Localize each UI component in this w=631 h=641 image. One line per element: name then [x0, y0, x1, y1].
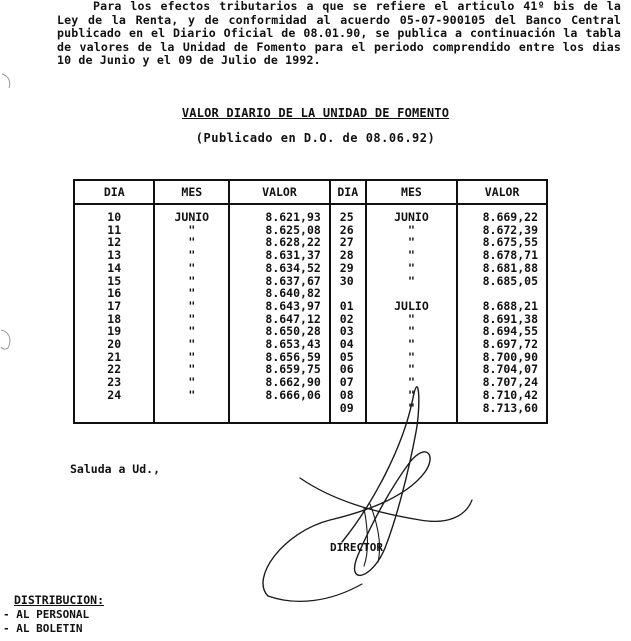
cell-valor-2: 8.697,72 — [457, 338, 547, 351]
closing-text: Saluda a Ud., — [70, 462, 161, 476]
cell-dia-2: 02 — [330, 313, 366, 326]
table-row — [74, 402, 547, 424]
cell-dia: 16 — [74, 287, 154, 300]
cell-valor-2: 8.678,71 — [457, 249, 547, 262]
cell-mes-2: " — [366, 224, 458, 237]
cell-dia: 11 — [74, 224, 154, 237]
header-valor: VALOR — [229, 180, 330, 204]
document-subtitle: (Publicado en D.O. de 08.06.92) — [195, 131, 436, 145]
cell-mes: " — [154, 236, 229, 249]
cell-mes: " — [154, 389, 229, 402]
intro-rest: de la Ley de la Renta, y de conformidad al acuerdo 05-07-900105 del Banco Central publicado en el Diario Oficial de 08.01.90, se publica a continuación la tabla de valores de la Unidad de Fomento para el periodo comprendido entre los dias 10 de Junio y el 09 de Julio de 1992. — [57, 0, 621, 68]
cell-mes: " — [154, 376, 229, 389]
cell-mes: " — [154, 351, 229, 364]
table-row — [74, 338, 547, 351]
cell-valor: 8.637,67 — [229, 275, 330, 288]
cell-dia: 22 — [74, 363, 154, 376]
cell-dia-2: 03 — [330, 325, 366, 338]
punch-hole-mark — [0, 326, 14, 352]
cell-dia: 12 — [74, 236, 154, 249]
cell-valor-2: 8.669,22 — [457, 204, 547, 224]
distribution-list — [3, 608, 89, 635]
cell-valor: 8.650,28 — [229, 325, 330, 338]
cell-valor: 8.628,22 — [229, 236, 330, 249]
cell-mes: " — [154, 363, 229, 376]
cell-mes: " — [154, 313, 229, 326]
header-dia: DIA — [74, 180, 154, 204]
cell-dia: 23 — [74, 376, 154, 389]
cell-dia: 14 — [74, 262, 154, 275]
header-dia-2: DIA — [330, 180, 366, 204]
intro-paragraph — [57, 0, 621, 68]
cell-valor: 8.653,43 — [229, 338, 330, 351]
cell-valor-2: 8.704,07 — [457, 363, 547, 376]
cell-mes-2: " — [366, 338, 458, 351]
document-title: VALOR DIARIO DE LA UNIDAD DE FOMENTO — [181, 106, 450, 120]
cell-dia-2: 09 — [330, 402, 366, 424]
cell-valor-2: 8.694,55 — [457, 325, 547, 338]
cell-valor: 8.656,59 — [229, 351, 330, 364]
cell-valor: 8.643,97 — [229, 300, 330, 313]
cell-valor-2: 8.700,90 — [457, 351, 547, 364]
cell-valor-2: 8.688,21 — [457, 300, 547, 313]
cell-mes-2: JUNIO — [366, 204, 458, 224]
cell-valor: 8.659,75 — [229, 363, 330, 376]
cell-valor: 8.631,37 — [229, 249, 330, 262]
cell-mes-2: " — [366, 325, 458, 338]
cell-valor: 8.662,90 — [229, 376, 330, 389]
table-row — [74, 389, 547, 402]
table-row — [74, 376, 547, 389]
cell-dia: 15 — [74, 275, 154, 288]
cell-valor: 8.666,06 — [229, 389, 330, 402]
cell-dia: 17 — [74, 300, 154, 313]
cell-dia-2: 08 — [330, 389, 366, 402]
cell-mes-2: " — [366, 275, 458, 288]
intro-line-1: Para los efectos tributarios a que se refiere el articulo 41º bis — [93, 0, 575, 13]
cell-mes: " — [154, 338, 229, 351]
signature-label: DIRECTOR — [330, 541, 383, 554]
cell-dia-2: 27 — [330, 236, 366, 249]
table-row — [74, 249, 547, 262]
cell-dia-2: 28 — [330, 249, 366, 262]
cell-mes-2: JULIO — [366, 300, 458, 313]
cell-dia-2: 30 — [330, 275, 366, 288]
cell-dia-2: 05 — [330, 351, 366, 364]
cell-dia: 10 — [74, 204, 154, 224]
distribution-title: DISTRIBUCION: — [14, 593, 105, 607]
uf-values-table — [73, 179, 548, 424]
cell-dia-2: 07 — [330, 376, 366, 389]
cell-mes-2: " — [366, 376, 458, 389]
cell-dia — [74, 402, 154, 424]
header-mes: MES — [154, 180, 229, 204]
cell-valor-2: 8.713,60 — [457, 402, 547, 424]
header-mes-2: MES — [366, 180, 458, 204]
cell-dia-2: 06 — [330, 363, 366, 376]
punch-hole-mark — [0, 70, 14, 94]
cell-mes-2: " — [366, 351, 458, 364]
cell-valor: 8.647,12 — [229, 313, 330, 326]
cell-mes-2: " — [366, 389, 458, 402]
cell-mes: " — [154, 287, 229, 300]
cell-valor: 8.625,08 — [229, 224, 330, 237]
cell-valor: 8.634,52 — [229, 262, 330, 275]
cell-dia-2: 26 — [330, 224, 366, 237]
cell-mes: JUNIO — [154, 204, 229, 224]
cell-mes-2: " — [366, 363, 458, 376]
cell-valor: 8.621,93 — [229, 204, 330, 224]
cell-mes: " — [154, 262, 229, 275]
cell-mes: " — [154, 249, 229, 262]
cell-mes-2: " — [366, 262, 458, 275]
cell-dia: 19 — [74, 325, 154, 338]
cell-valor-2: 8.707,24 — [457, 376, 547, 389]
cell-valor-2: 8.675,55 — [457, 236, 547, 249]
cell-mes-2: " — [366, 313, 458, 326]
cell-mes: " — [154, 224, 229, 237]
cell-valor-2: 8.710,42 — [457, 389, 547, 402]
cell-valor-2: 8.685,05 — [457, 275, 547, 288]
cell-dia-2: 29 — [330, 262, 366, 275]
header-valor-2: VALOR — [457, 180, 547, 204]
cell-dia: 13 — [74, 249, 154, 262]
cell-mes — [154, 402, 229, 424]
table-row — [74, 262, 547, 275]
cell-valor — [229, 402, 330, 424]
cell-dia: 18 — [74, 313, 154, 326]
distribution-item: - AL BOLETIN — [3, 621, 83, 635]
cell-dia-2: 01 — [330, 300, 366, 313]
cell-mes-2: " — [366, 402, 458, 424]
distribution-item: - AL PERSONAL — [3, 608, 90, 621]
cell-mes-2: " — [366, 236, 458, 249]
cell-dia: 24 — [74, 389, 154, 402]
cell-valor-2: 8.672,39 — [457, 224, 547, 237]
cell-mes: " — [154, 325, 229, 338]
table-header-row — [74, 180, 547, 204]
table-row — [74, 300, 547, 313]
cell-mes: " — [154, 300, 229, 313]
cell-valor-2: 8.691,38 — [457, 313, 547, 326]
cell-valor: 8.640,82 — [229, 287, 330, 300]
cell-dia: 20 — [74, 338, 154, 351]
cell-mes: " — [154, 275, 229, 288]
table-body — [74, 204, 547, 423]
cell-dia-2: 25 — [330, 204, 366, 224]
cell-mes-2: " — [366, 249, 458, 262]
cell-dia: 21 — [74, 351, 154, 364]
cell-dia-2: 04 — [330, 338, 366, 351]
cell-valor-2: 8.681,88 — [457, 262, 547, 275]
table-row — [74, 204, 547, 224]
